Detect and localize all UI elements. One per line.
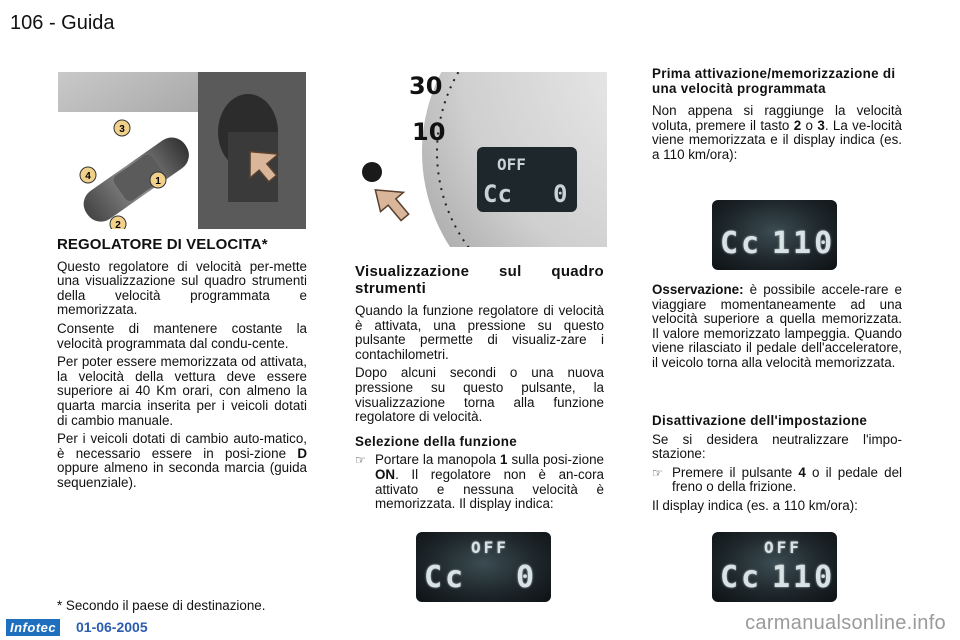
activation-title: Prima attivazione/memorizzazione di una velocità programmata: [652, 66, 896, 96]
stalk-label-1: 1: [155, 176, 161, 187]
stalk-label-4: 4: [85, 171, 91, 182]
col1-paragraph-2: Consente di mantenere costante la velocità programmata dal condu-cente.: [57, 320, 307, 351]
display-4-bottom-right: 110: [772, 560, 836, 595]
dial-label-10: 10: [412, 118, 446, 146]
col1-paragraph-3: Per poter essere memorizzata od attivata, la velocità della vettura deve essere superiore ai 40 Km orari, con almeno la quarta marcia inserita per i veicoli dotati di cambio manuale.: [57, 354, 307, 428]
footnote: * Secondo il paese di destinazione.: [57, 598, 266, 613]
display-2-bottom-right: 110: [772, 226, 836, 261]
infotec-logo: Infotec: [6, 619, 60, 636]
observation-paragraph: Osservazione: è possibile accele-rare e viaggiare momentaneamente ad una velocità superiore a quella memorizzata. Il valore memorizzato lampeggia. Quando viene rilasciato il pedale dell'acceleratore, il veicolo torna alla velocità memorizzata.: [652, 282, 902, 370]
section-title: Guida: [61, 12, 115, 34]
display-section-title: Visualizzazione sul quadro strumenti: [355, 263, 604, 297]
print-date: 01-06-2005: [76, 619, 148, 635]
dial-label-30: 30: [409, 72, 443, 100]
col1-paragraph-1: Questo regolatore di velocità per-mette una visualizzazione sul quadro strumenti della velocità programmata e memorizzata.: [57, 258, 307, 318]
col2-bullet: ☞ Portare la manopola 1 sulla posi-zione ON. Il regolatore non è an-cora attivato e nessuna velocità è memorizzata. Il display indica:: [355, 452, 604, 512]
deactivation-subtitle: Disattivazione dell'impostazione: [652, 413, 868, 428]
selection-subtitle: Selezione della funzione: [355, 433, 517, 449]
header-separator: -: [48, 12, 56, 34]
column-3: [652, 67, 902, 167]
display-2-bottom-left: Cc: [720, 226, 763, 261]
watermark: carmanualsonline.info: [745, 612, 946, 634]
col1-paragraph-4: Per i veicoli dotati di cambio auto-matico, è necessario essere in posi-zione D oppure almeno in seconda marcia (guida sequenziale).: [57, 431, 307, 490]
display-3-bottom-left: Cc: [424, 560, 467, 595]
col3-bullet: ☞ Premere il pulsante 4 o il pedale del freno o della frizione.: [652, 464, 903, 495]
display-3-bottom-right: 0: [516, 560, 538, 595]
display-3-top: OFF: [471, 538, 509, 557]
stalk-label-3: 3: [119, 124, 125, 135]
photo-display-top: OFF: [497, 155, 526, 174]
display-cc-110: [712, 200, 837, 270]
col3-paragraph-3: Il display indica (es. a 110 km/ora):: [652, 497, 858, 513]
dashboard-button-photo: [357, 72, 607, 247]
display-4-bottom-left: Cc: [720, 560, 763, 595]
stalk-label-2: 2: [115, 220, 121, 229]
page-header: [10, 12, 115, 35]
column-3-deactivation: [652, 414, 902, 518]
column-3-observation: [652, 283, 902, 375]
column-2: [355, 263, 604, 516]
column-1: [57, 238, 307, 495]
pointing-hand-icon: ☞: [652, 465, 663, 480]
photo-display-bottom-right: 0: [553, 180, 568, 208]
pointing-hand-icon: ☞: [355, 453, 366, 468]
col2-paragraph-1: Quando la funzione regolatore di velocità è attivata, una pressione su questo pulsante permette di visualiz-zare i contachilometri.: [355, 303, 604, 362]
col2-paragraph-2: Dopo alcuni secondi o una nuova pressione su questo pulsante, la visualizzazione torna alla funzione regolatore di velocità.: [355, 365, 604, 425]
display-off-cc-0: [416, 532, 551, 602]
col3-paragraph-2: Se si desidera neutralizzare l'impo-stazione:: [652, 431, 902, 462]
col3-paragraph-1: Non appena si raggiunge la velocità voluta, premere il tasto 2 o 3. La ve-locità viene memorizzata e il display indica (es. a 110 km/ora):: [652, 103, 903, 162]
display-off-cc-110: [712, 532, 837, 602]
display-4-top: OFF: [764, 538, 802, 557]
cruise-control-stalk-photo: [58, 72, 306, 229]
photo-display-bottom-left: Cc: [483, 180, 512, 208]
page-number: 106: [10, 12, 44, 34]
cruise-control-title: REGOLATORE DI VELOCITA*: [57, 236, 268, 253]
